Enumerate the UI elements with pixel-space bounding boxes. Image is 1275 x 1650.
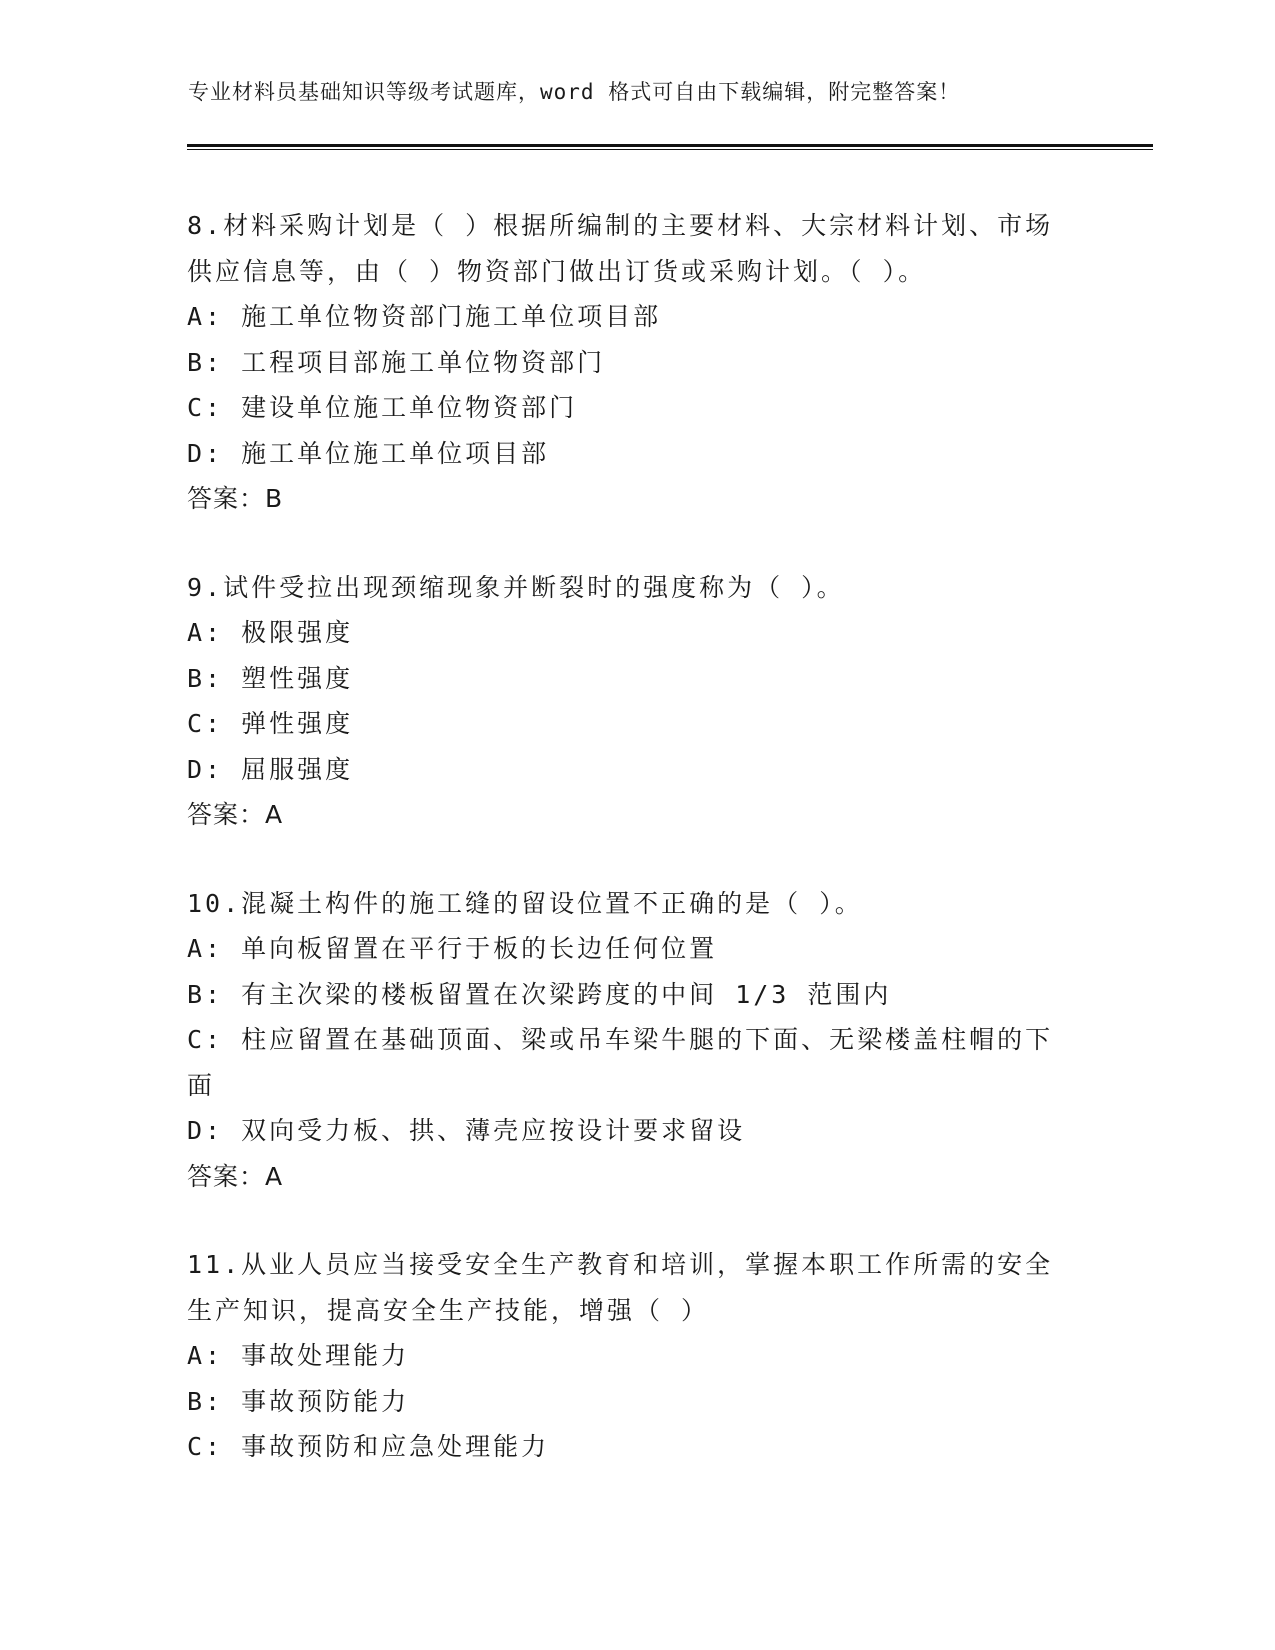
option-d: D: 施工单位施工单位项目部 [187, 438, 550, 468]
question-list [187, 203, 1077, 1513]
option-b: B: 塑性强度 [187, 663, 354, 693]
option-b: B: 工程项目部施工单位物资部门 [187, 347, 606, 377]
answer-line: 答案：A [187, 800, 284, 829]
question-stem: 9.试件受拉出现颈缩现象并断裂时的强度称为（ ）。 [187, 572, 845, 602]
option-a: A: 事故处理能力 [187, 1341, 410, 1370]
question-stem: 11.从业人员应当接受安全生产教育和培训，掌握本职工作所需的安全生产知识，提高安全生产技能，增强（ ） [187, 1250, 1054, 1325]
question-9 [187, 565, 1077, 838]
document-header: 专业材料员基础知识等级考试题库，word 格式可自由下载编辑，附完整答案！ [188, 80, 961, 104]
option-c: C: 弹性强度 [187, 709, 354, 738]
option-a: A: 极限强度 [187, 618, 354, 647]
option-d: D: 屈服强度 [187, 754, 354, 784]
option-b: B: 事故预防能力 [187, 1386, 410, 1416]
question-11 [187, 1242, 1077, 1470]
header-rule [187, 144, 1153, 150]
option-d: D: 双向受力板、拱、薄壳应按设计要求留设 [187, 1116, 746, 1145]
option-a: A: 施工单位物资部门施工单位项目部 [187, 302, 662, 331]
option-c: C: 事故预防和应急处理能力 [187, 1432, 550, 1461]
option-c: C: 建设单位施工单位物资部门 [187, 393, 578, 422]
question-stem: 8.材料采购计划是（ ）根据所编制的主要材料、大宗材料计划、市场供应信息等，由（ ）物资部门做出订货或采购计划。（ ）。 [187, 211, 1054, 286]
question-8 [187, 203, 1077, 522]
option-a: A: 单向板留置在平行于板的长边任何位置 [187, 934, 718, 963]
answer-line: 答案：A [187, 1161, 284, 1191]
answer-line: 答案：B [187, 484, 284, 513]
option-b: B: 有主次梁的楼板留置在次梁跨度的中间 1/3 范围内 [187, 979, 892, 1009]
question-stem: 10.混凝土构件的施工缝的留设位置不正确的是（ ）。 [187, 888, 863, 918]
option-c: C: 柱应留置在基础顶面、梁或吊车梁牛腿的下面、无梁楼盖柱帽的下面 [187, 1025, 1054, 1100]
question-10 [187, 881, 1077, 1200]
